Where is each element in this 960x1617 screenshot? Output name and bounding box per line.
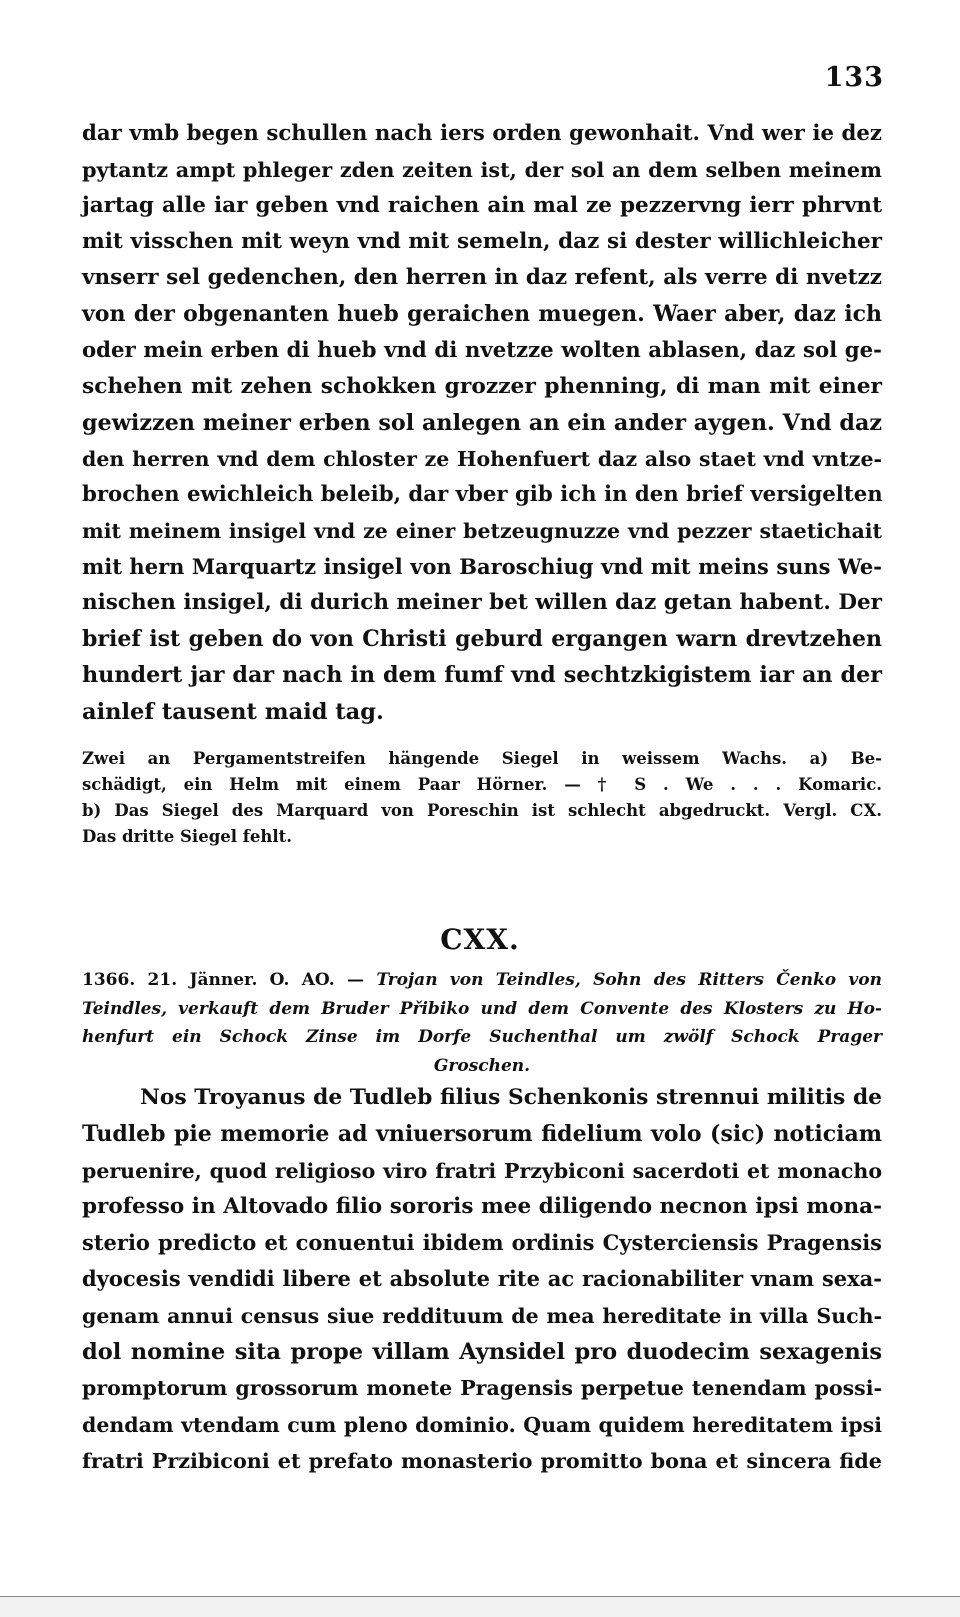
text-line: mit hern Marquartz insigel von Baroschiug vnd mit meins suns We- <box>82 554 882 580</box>
regest-line-text: Trojan von Teindles, Sohn des Ritters Čenko von <box>376 970 882 990</box>
regest-dash: — <box>334 970 377 990</box>
text-line: brief ist geben do von Christi geburd ergangen warn drevtzehen <box>82 626 882 653</box>
text-line: brochen ewichleich beleib, dar vber gib ich in den brief versigelten <box>82 481 883 507</box>
text-line: professo in Altovado filio sororis mee diligendo necnon ipsi mona- <box>82 1193 882 1219</box>
text-line: vnserr sel gedenchen, den herren in daz refent, als verre di nvetzz <box>82 265 882 291</box>
text-line: Nos Troyanus de Tudleb filius Schenkonis strennui militis de <box>140 1085 882 1110</box>
text-line: sterio predicto et conuentui ibidem ordinis Cysterciensis Pragensis <box>82 1230 882 1256</box>
text-line: ainlef tausent maid tag. <box>82 698 384 725</box>
text-line: fratri Przibiconi et prefato monasterio promitto bona et sincera fide <box>82 1448 882 1473</box>
note-line: schädigt, ein Helm mit einem Paar Hörner. — † S . We . . . Komaric. <box>82 775 882 794</box>
text-line: Tudleb pie memorie ad vniuersorum fidelium volo (sic) noticiam <box>82 1121 882 1148</box>
text-line: dol nomine sita prope villam Aynsidel pro duodecim sexagenis <box>82 1339 882 1366</box>
note-line: Zwei an Pergamentstreifen hängende Siegel in weissem Wachs. a) Be- <box>82 749 882 768</box>
regest-summary <box>82 966 882 1080</box>
text-line: mit meinem insigel vnd ze einer betzeugnuzze vnd pezzer staetichait <box>82 519 882 544</box>
regest-first-line <box>82 966 882 995</box>
regest-date: 1366. 21. Jänner. O. AO. <box>82 970 335 990</box>
text-line: gewizzen meiner erben sol anlegen an ein ander aygen. Vnd daz <box>82 409 882 436</box>
text-line: hundert jar dar nach in dem fumf vnd sechtzkigistem iar an der <box>82 662 882 689</box>
latin-charter-text <box>82 1080 882 1479</box>
note-line: Das dritte Siegel fehlt. <box>82 827 292 846</box>
text-line: genam annui census siue reddituum de mea hereditate in villa Such- <box>82 1303 882 1328</box>
text-line: nischen insigel, di durich meiner bet willen daz getan habent. Der <box>82 590 882 616</box>
german-charter-text <box>82 116 882 730</box>
text-line: dar vmb begen schullen nach iers orden gewonhait. Vnd wer ie dez <box>82 121 882 146</box>
text-line: von der obgenanten hueb geraichen muegen. Waer aber, daz ich <box>82 301 882 328</box>
text-line: pytantz ampt phleger zden zeiten ist, der sol an dem selben meinem <box>82 158 882 183</box>
text-line: oder mein erben di hueb vnd di nvetzze wolten ablasen, daz sol ge- <box>82 337 882 363</box>
scan-bottom-edge <box>0 1596 960 1617</box>
text-line: promptorum grossorum monete Pragensis perpetue tenendam possi- <box>82 1376 882 1401</box>
text-line: dendam vtendam cum pleno dominio. Quam quidem hereditatem ipsi <box>82 1412 882 1437</box>
text-line: mit visschen mit weyn vnd mit semeln, daz si dester willichleicher <box>82 229 882 255</box>
regest-line: henfurt ein Schock Zinse im Dorfe Suchenthal um zwölf Schock Prager <box>82 1027 882 1047</box>
text-line: peruenire, quod religioso viro fratri Przybiconi sacerdoti et monacho <box>82 1158 882 1183</box>
regest-line: Groschen. <box>433 1055 531 1076</box>
text-line: jartag alle iar geben vnd raichen ain mal ze pezzervng ierr phrvnt <box>82 193 882 219</box>
note-line: b) Das Siegel des Marquard von Poreschin ist schlecht abgedruckt. Vergl. CX. <box>82 801 882 820</box>
seal-note <box>82 746 882 850</box>
page-number: 133 <box>824 62 884 93</box>
document-number-heading: CXX. <box>440 923 520 956</box>
text-line: dyocesis vendidi libere et absolute rite ac racionabiliter vnam sexa- <box>82 1266 882 1292</box>
text-line: den herren vnd dem chloster ze Hohenfuert daz also staet vnd vntze- <box>82 446 882 471</box>
regest-line: Teindles, verkauft dem Bruder Přibiko und dem Convente des Klosters zu Ho- <box>82 998 882 1019</box>
text-line: schehen mit zehen schokken grozzer phenning, di man mit einer <box>82 373 882 399</box>
